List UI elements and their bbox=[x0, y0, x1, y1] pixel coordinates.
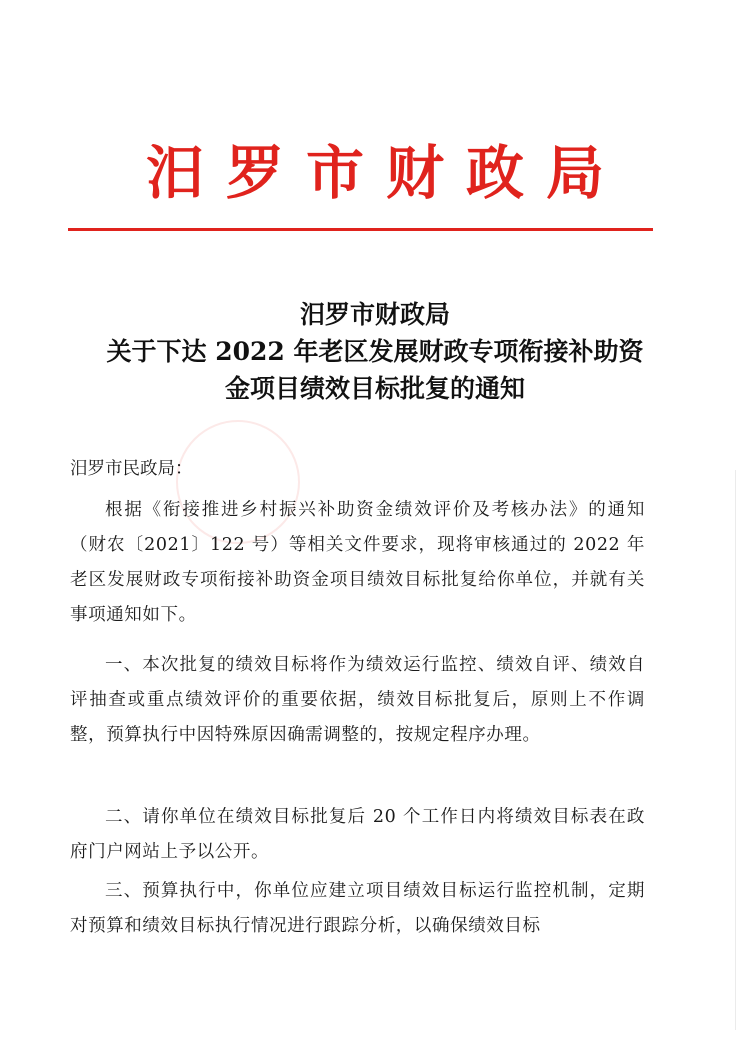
title-line-2: 关于下达 2022 年老区发展财政专项衔接补助资 bbox=[106, 337, 644, 366]
body-paragraph: 根据《衔接推进乡村振兴补助资金绩效评价及考核办法》的通知（财农〔2021〕122 号）等相关文件要求，现将审核通过的 2022 年老区发展财政专项衔接补助资金项目绩效目标批复给你单位，并就有关事项通知如下。 bbox=[70, 500, 645, 625]
document-title bbox=[40, 296, 710, 407]
title-line-3: 金项目绩效目标批复的通知 bbox=[224, 374, 525, 403]
body-paragraph: 二、请你单位在绩效目标批复后 20 个工作日内将绩效目标表在政府门户网站上予以公开。 bbox=[70, 807, 645, 862]
salutation: 汨罗市民政局： bbox=[70, 459, 193, 479]
body-paragraph: 一、本次批复的绩效目标将作为绩效运行监控、绩效自评、绩效自评抽查或重点绩效评价的重要依据，绩效目标批复后，原则上不作调整，预算执行中因特殊原因确需调整的，按规定程序办理。 bbox=[70, 655, 645, 745]
title-line-1: 汨罗市财政局 bbox=[299, 300, 450, 329]
red-divider-line bbox=[68, 228, 653, 231]
body-paragraph: 三、预算执行中，你单位应建立项目绩效目标运行监控机制，定期对预算和绩效目标执行情况进行跟踪分析，以确保绩效目标 bbox=[70, 881, 645, 936]
red-letterhead: 汨罗市财政局 bbox=[145, 139, 626, 207]
scan-edge bbox=[735, 470, 736, 1030]
